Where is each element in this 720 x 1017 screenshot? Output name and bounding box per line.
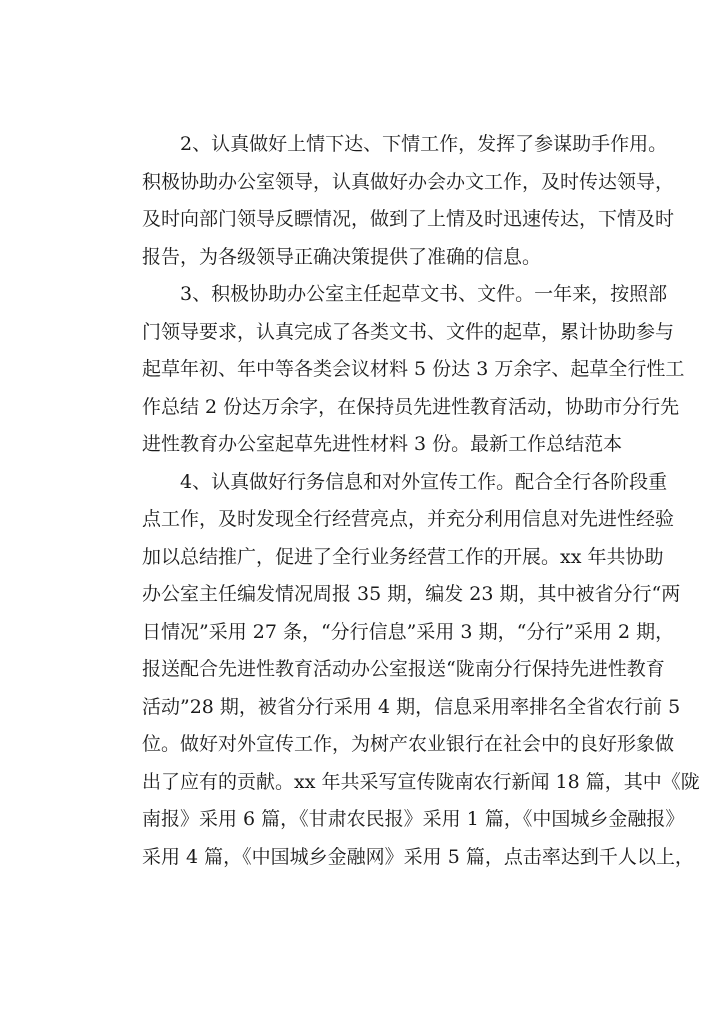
text-line: 报告，为各级领导正确决策提供了准确的信息。: [142, 245, 542, 268]
text-line: 及时向部门领导反瞟情况，做到了上情及时迅速传达，下情及时: [142, 208, 675, 230]
text-line: 位。做好对外宣传工作，为树产农业银行在社会中的良好形象做: [142, 733, 675, 755]
text-line: 日情况”采用 27 条，“分行信息”采用 3 期，“分行”采用 2 期，: [142, 620, 675, 643]
text-line: 门领导要求，认真完成了各类文书、文件的起草，累计协助参与: [142, 320, 675, 343]
text-line: 报送配合先进性教育活动办公室报送“陇南分行保持先进性教育: [142, 658, 665, 680]
text-line: 活动”28 期，被省分行采用 4 期，信息采用率排名全省农行前 5: [142, 695, 681, 718]
text-line: 办公室主任编发情况周报 35 期，编发 23 期，其中被省分行“两: [142, 583, 681, 605]
text-line: 积极协助办公室领导，认真做好办会办文工作，及时传达领导，: [142, 170, 675, 193]
text-line: 作总结 2 份达万余字，在保持员先进性教育活动，协助市分行先: [142, 395, 680, 418]
text-line: 出了应有的贡献。xx 年共采写宣传陇南农行新闻 18 篇，其中《陇: [142, 770, 700, 793]
text-line: 起草年初、年中等各类会议材料 5 份达 3 万余字、起草全行性工: [142, 358, 685, 380]
text-line: 采用 4 篇，《中国城乡金融网》采用 5 篇，点击率达到千人以上，: [142, 845, 694, 868]
paragraph-3: [104, 276, 685, 464]
text-line: 3、积极协助办公室主任起草文书、文件。一年来，按照部: [180, 283, 668, 305]
text-line: 点工作，及时发现全行经营亮点，并充分利用信息对先进性经验: [142, 508, 675, 530]
text-line: 4、认真做好行务信息和对外宣传工作。配合全行各阶段重: [180, 470, 668, 493]
paragraph-4: [104, 464, 700, 877]
text-line: 进性教育办公室起草先进性材料 3 份。最新工作总结范本: [142, 433, 623, 455]
text-line: 南报》采用 6 篇，《甘肃农民报》采用 1 篇，《中国城乡金融报》: [142, 808, 685, 830]
document-body: [104, 126, 700, 876]
text-line: 加以总结推广，促进了全行业务经营工作的开展。xx 年共协助: [142, 545, 664, 568]
paragraph-2: [104, 126, 675, 276]
text-line: 2、认真做好上情下达、下情工作，发挥了参谋助手作用。: [180, 133, 668, 155]
